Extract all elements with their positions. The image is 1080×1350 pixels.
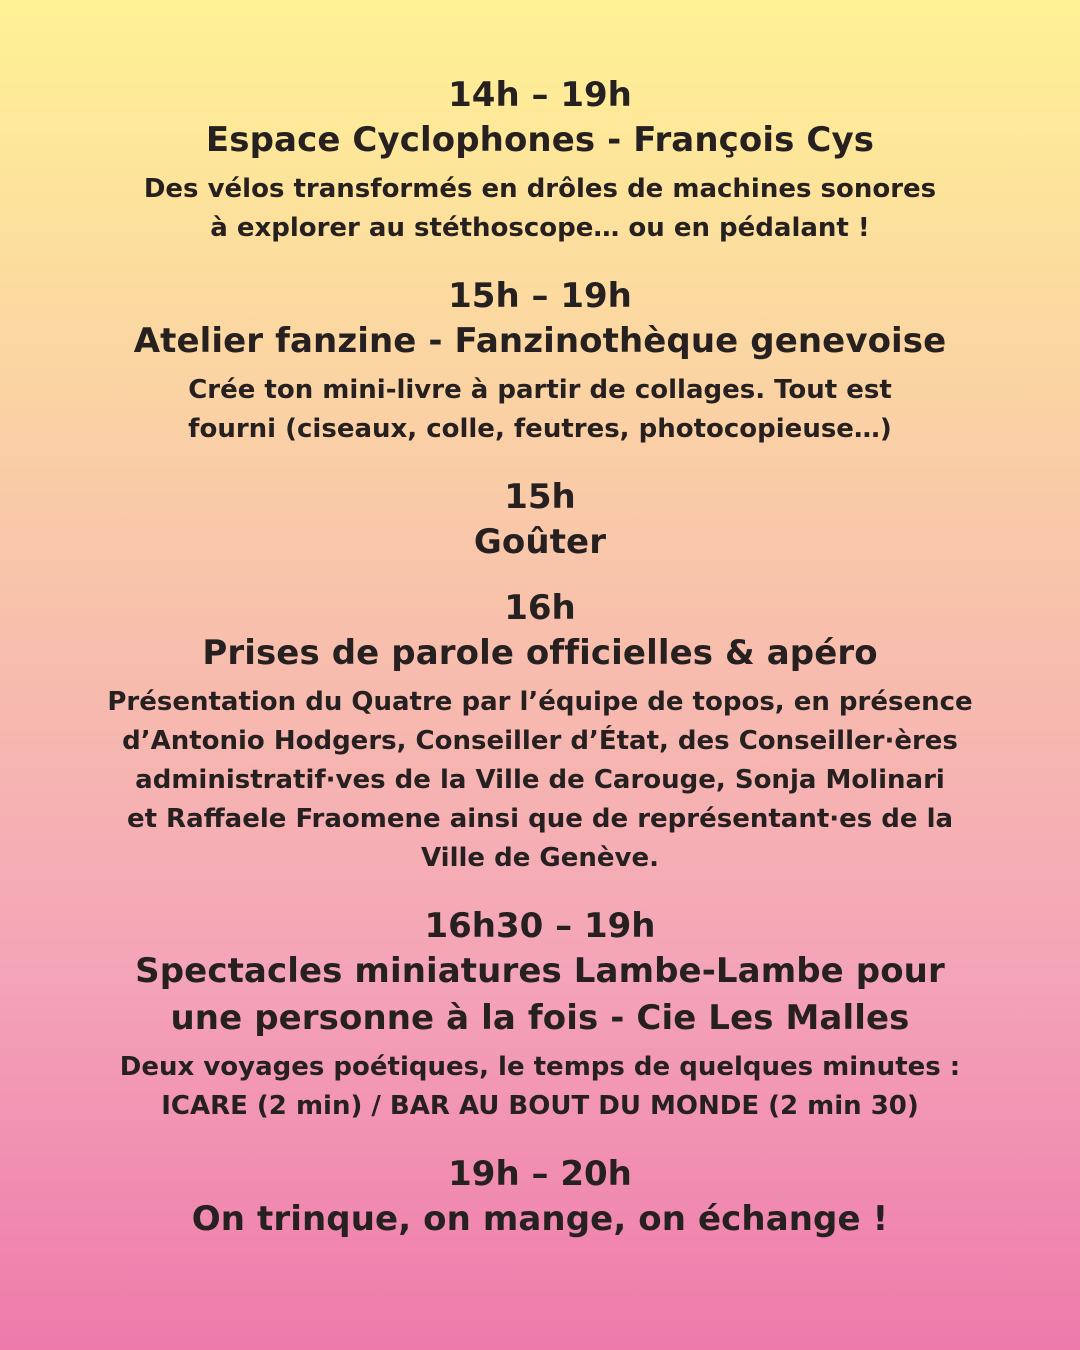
event-description-line: fourni (ciseaux, colle, feutres, photocopieuse…) <box>188 414 892 444</box>
event-title <box>60 1196 1020 1243</box>
event-time: 15h <box>504 477 576 517</box>
event-description-line: Deux voyages poétiques, le temps de quelques minutes : <box>119 1052 961 1082</box>
event-title-line: Espace Cyclophones - François Cys <box>205 120 875 160</box>
event-title <box>60 630 1020 677</box>
event-time: 16h <box>504 588 576 628</box>
event-title-line: Prises de parole officielles & apéro <box>202 633 878 673</box>
event-description-line: à explorer au stéthoscope… ou en pédalant ! <box>210 213 870 243</box>
event-description-line: d’Antonio Hodgers, Conseiller d’État, des Conseiller·ères <box>122 726 958 756</box>
event-description-line: ICARE (2 min) / BAR AU BOUT DU MONDE (2 min 30) <box>161 1091 919 1121</box>
event-description-line: et Raffaele Fraomene ainsi que de représentant·es de la <box>126 804 954 834</box>
event-description-line: Des vélos transformés en drôles de machines sonores <box>143 174 937 204</box>
event-description <box>60 170 1020 248</box>
event-title-line: Atelier fanzine - Fanzinothèque genevoise <box>133 321 947 361</box>
event-title-line: une personne à la fois - Cie Les Malles <box>170 998 910 1038</box>
event-title <box>60 117 1020 164</box>
event-schedule <box>60 73 1020 1243</box>
event-gouter <box>60 475 1020 566</box>
event-description-line: Crée ton mini-livre à partir de collages. Tout est <box>188 375 892 405</box>
event-cyclophones <box>60 73 1020 248</box>
event-title-line: On trinque, on mange, on échange ! <box>191 1199 889 1239</box>
event-title <box>60 948 1020 1042</box>
event-fanzine <box>60 274 1020 449</box>
event-description-line: Ville de Genève. <box>421 843 659 873</box>
event-closing <box>60 1152 1020 1243</box>
event-title <box>60 519 1020 566</box>
event-lambe-lambe <box>60 904 1020 1126</box>
event-title <box>60 318 1020 365</box>
event-title-line: Spectacles miniatures Lambe-Lambe pour <box>135 951 945 991</box>
event-description-line: Présentation du Quatre par l’équipe de topos, en présence <box>107 687 973 717</box>
event-time: 16h30 – 19h <box>424 906 656 946</box>
event-time: 14h – 19h <box>448 75 632 115</box>
event-official-speeches <box>60 586 1020 878</box>
event-time: 19h – 20h <box>448 1154 632 1194</box>
event-title-line: Goûter <box>473 522 607 562</box>
event-description <box>60 1048 1020 1126</box>
event-description-line: administratif·ves de la Ville de Carouge, Sonja Molinari <box>135 765 945 795</box>
event-description <box>60 371 1020 449</box>
event-description <box>60 683 1020 878</box>
event-time: 15h – 19h <box>448 276 632 316</box>
